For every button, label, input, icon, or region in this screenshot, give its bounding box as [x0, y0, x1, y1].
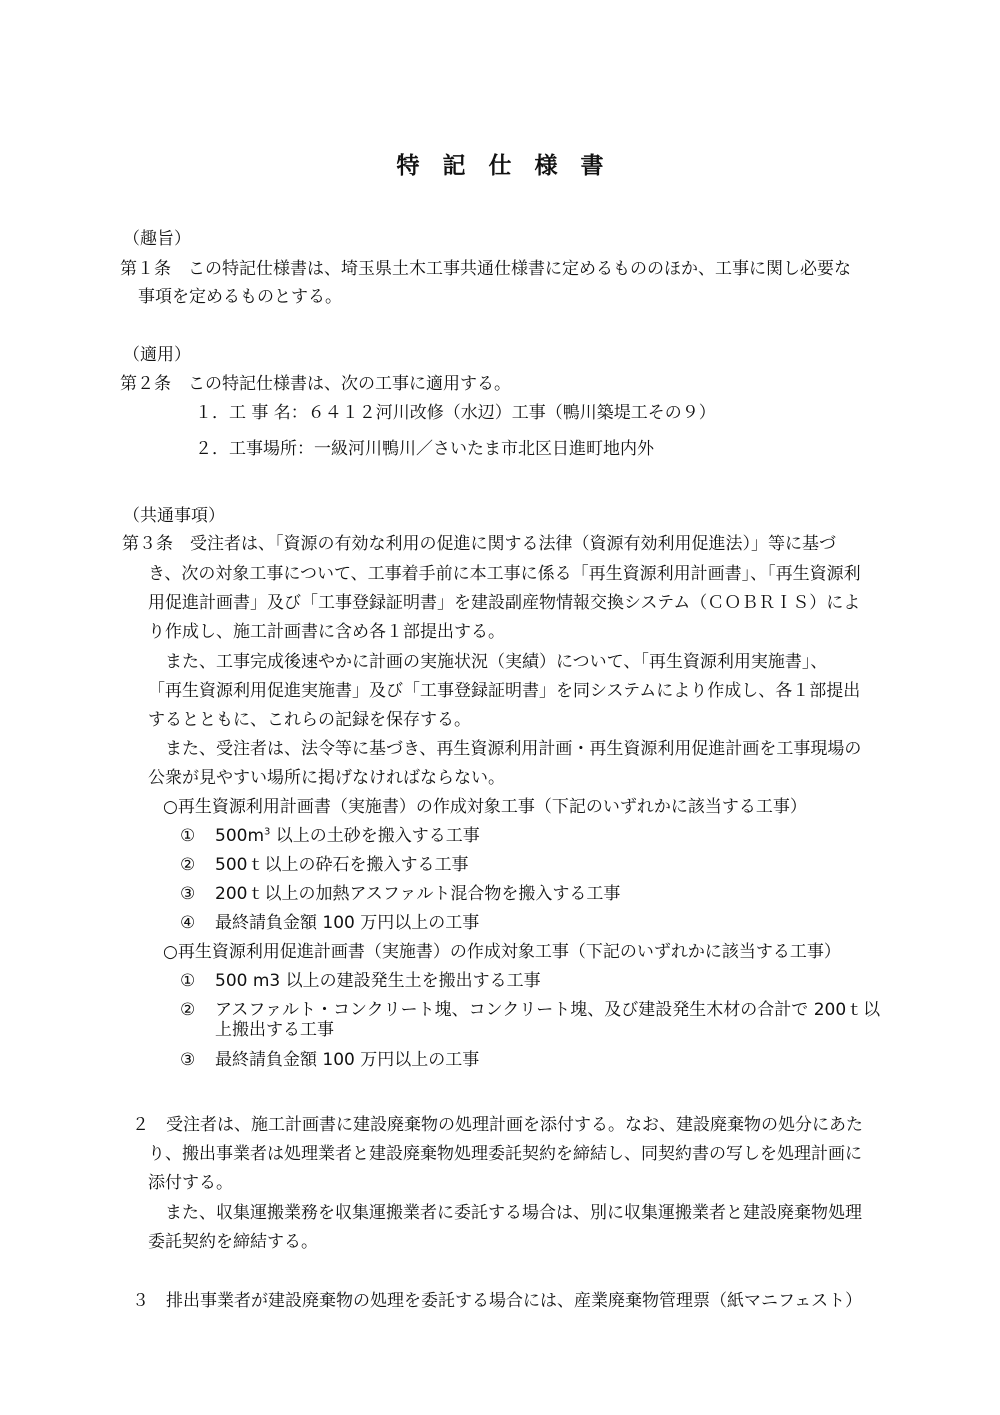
cubic-superscript: 3: [264, 826, 271, 838]
article3-heading: （共通事項）: [123, 506, 225, 526]
article2-line: 第２条 この特記仕様書は、次の工事に適用する。: [120, 374, 511, 394]
list-b-item-1-text: 500 m3 以上の建設発生土を搬出する工事: [215, 971, 541, 991]
article3-line-4: り作成し、施工計画書に含め各１部提出する。: [148, 622, 505, 642]
list-b-heading: ○再生資源利用促進計画書（実施書）の作成対象工事（下記のいずれかに該当する工事）: [163, 942, 841, 962]
para3-line-1: ３ 排出事業者が建設廃棄物の処理を委託する場合には、産業廃棄物管理票（紙マニフェスト）: [132, 1291, 863, 1311]
list-a-heading: ○再生資源利用計画書（実施書）の作成対象工事（下記のいずれかに該当する工事）: [163, 797, 807, 817]
article1-heading: （趣旨）: [123, 229, 191, 249]
list-b-item-1-number: ①: [180, 971, 196, 991]
article2-heading: （適用）: [123, 345, 191, 365]
article3-line-6: 「再生資源利用促進実施書」及び「工事登録証明書」を同システムにより作成し、各１部提出: [148, 681, 861, 701]
list-a-item-1-number: ①: [180, 826, 196, 846]
para2-line-4: また、収集運搬業務を収集運搬業者に委託する場合は、別に収集運搬業者と建設廃棄物処理: [148, 1203, 862, 1223]
article2-item-project-name: １．工 事 名：６４１２河川改修（水辺）工事（鴨川築堤工その９）: [195, 403, 716, 423]
list-a-item-3-text: 200ｔ以上の加熱アスファルト混合物を搬入する工事: [215, 884, 621, 904]
article3-line-7: するとともに、これらの記録を保存する。: [148, 710, 471, 730]
list-b-item-3-number: ③: [180, 1050, 196, 1070]
list-b-item-3-text: 最終請負金額 100 万円以上の工事: [215, 1050, 480, 1070]
list-a-item-3-number: ③: [180, 884, 196, 904]
para2-line-5: 委託契約を締結する。: [148, 1232, 318, 1252]
list-a-item-4-number: ④: [180, 913, 196, 933]
list-b-item-2-number: ②: [180, 1000, 196, 1020]
article3-line-2: き、次の対象工事について、工事着手前に本工事に係る「再生資源利用計画書」、「再生資源利: [148, 564, 861, 584]
para2-line-2: り、搬出事業者は処理業者と建設廃棄物処理委託契約を締結し、同契約書の写しを処理計画に: [148, 1144, 862, 1164]
document-title: 特 記 仕 様 書: [396, 153, 604, 179]
article3-line-5: また、工事完成後速やかに計画の実施状況（実績）について、「再生資源利用実施書」、: [148, 652, 828, 672]
article3-line-8: また、受注者は、法令等に基づき、再生資源利用計画・再生資源利用促進計画を工事現場の: [148, 739, 862, 759]
article2-item-project-location: ２．工事場所：一級河川鴨川／さいたま市北区日進町地内外: [195, 439, 654, 459]
article3-line-9: 公衆が見やすい場所に掲げなければならない。: [148, 768, 505, 788]
list-a-item-2-text: 500ｔ以上の砕石を搬入する工事: [215, 855, 469, 875]
para2-line-3: 添付する。: [148, 1173, 233, 1193]
article3-line-1: 第３条 受注者は、「資源の有効な利用の促進に関する法律（資源有効利用促進法）」等に基づ: [122, 534, 836, 554]
article1-line-2: 事項を定めるものとする。: [138, 287, 342, 307]
list-b-item-2-text: アスファルト・コンクリート塊、コンクリート塊、及び建設発生木材の合計で 200ｔ以: [215, 1000, 881, 1020]
list-a-item-2-number: ②: [180, 855, 196, 875]
para2-line-1: ２ 受注者は、施工計画書に建設廃棄物の処理計画を添付する。なお、建設廃棄物の処分にあた: [132, 1115, 863, 1135]
list-a-item-1-text: $500m^3$ 以上の土砂を搬入する工事: [215, 826, 480, 846]
article1-line-1: 第１条 この特記仕様書は、埼玉県土木工事共通仕様書に定めるもののほか、工事に関し必要な: [120, 259, 851, 279]
list-b-item-2-text-cont: 上搬出する工事: [215, 1020, 334, 1040]
article3-line-3: 用促進計画書」及び「工事登録証明書」を建設副産物情報交換システム（ＣＯＢＲＩＳ）によ: [148, 593, 861, 613]
list-a-item-4-text: 最終請負金額 100 万円以上の工事: [215, 913, 480, 933]
